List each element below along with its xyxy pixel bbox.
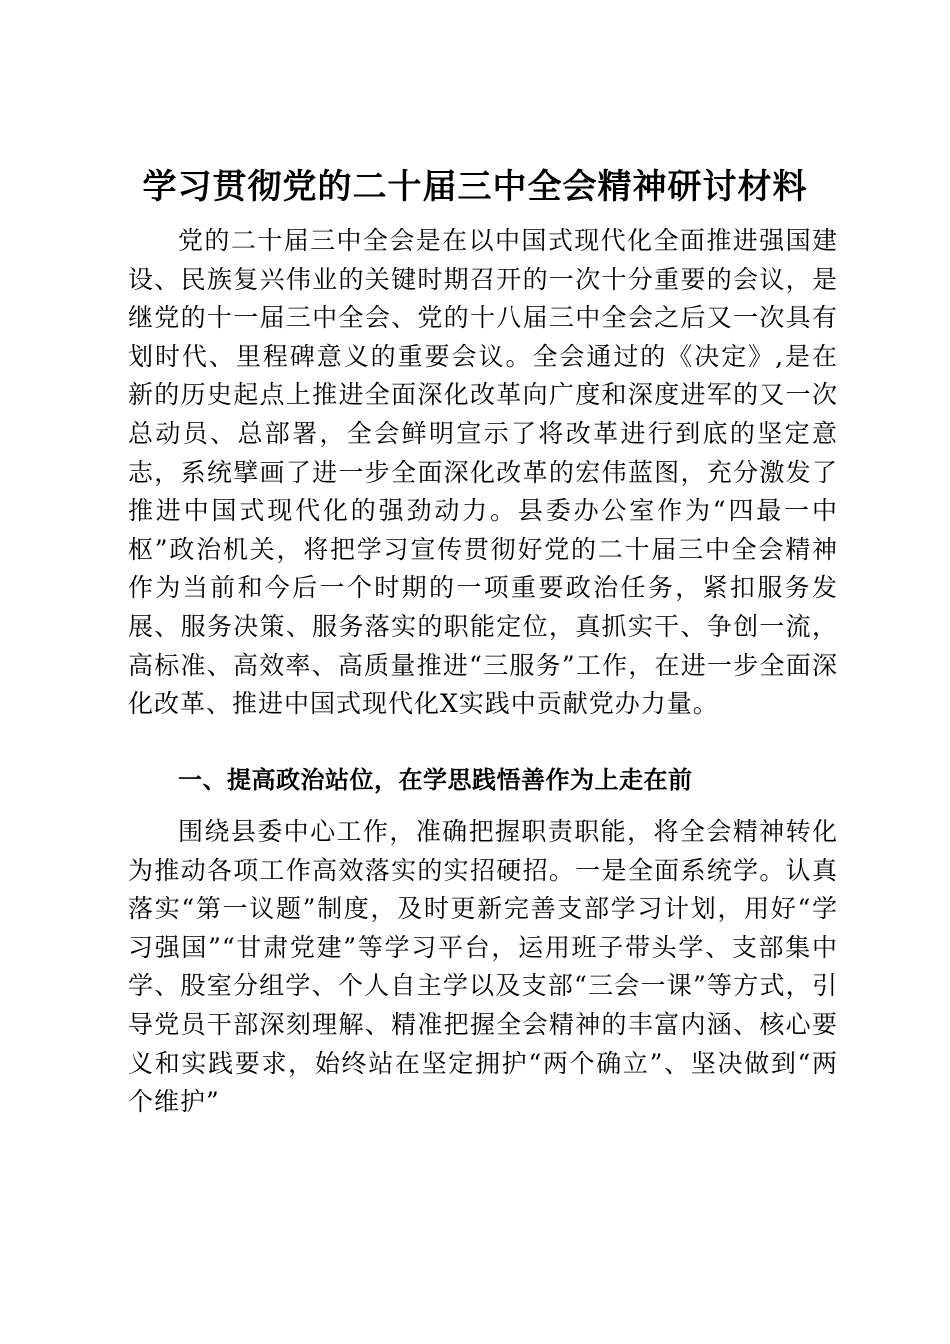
section-heading: 一、提高政治站位，在学思践悟善作为上走在前	[178, 766, 693, 794]
document-title: 学习贯彻党的二十届三中全会精神研讨材料	[142, 167, 808, 207]
section-paragraph: 围绕县委中心工作，准确把握职责职能，将全会精神转化为推动各项工作高效落实的实招硬招。一是全面系统学。认真落实“第一议题”制度，及时更新完善支部学习计划，用好“学习强国”“甘肃党建”等学习平台，运用班子带头学、支部集中学、股室分组学、个人自主学以及支部“三会一课”等方式，引导党员干部深刻理解、精准把握全会精神的丰富内涵、核心要义和实践要求，始终站在坚定拥护“两个确立”、坚决做到“两个维护”	[128, 817, 838, 1117]
intro-paragraph: 党的二十届三中全会是在以中国式现代化全面推进强国建设、民族复兴伟业的关键时期召开的一次十分重要的会议，是继党的十一届三中全会、党的十八届三中全会之后又一次具有划时代、里程碑意义的重要会议。全会通过的《决定》,是在新的历史起点上推进全面深化改革向广度和深度进军的又一次总动员、总部署，全会鲜明宣示了将改革进行到底的坚定意志，系统擘画了进一步全面深化改革的宏伟蓝图，充分激发了推进中国式现代化的强劲动力。县委办公室作为“四最一中枢”政治机关，将把学习宣传贯彻好党的二十届三中全会精神作为当前和今后一个时期的一项重要政治任务，紧扣服务发展、服务决策、服务落实的职能定位，真抓实干、争创一流，高标准、高效率、高质量推进“三服务”工作，在进一步全面深化改革、推进中国式现代化X实践中贡献党办力量。	[128, 226, 838, 719]
